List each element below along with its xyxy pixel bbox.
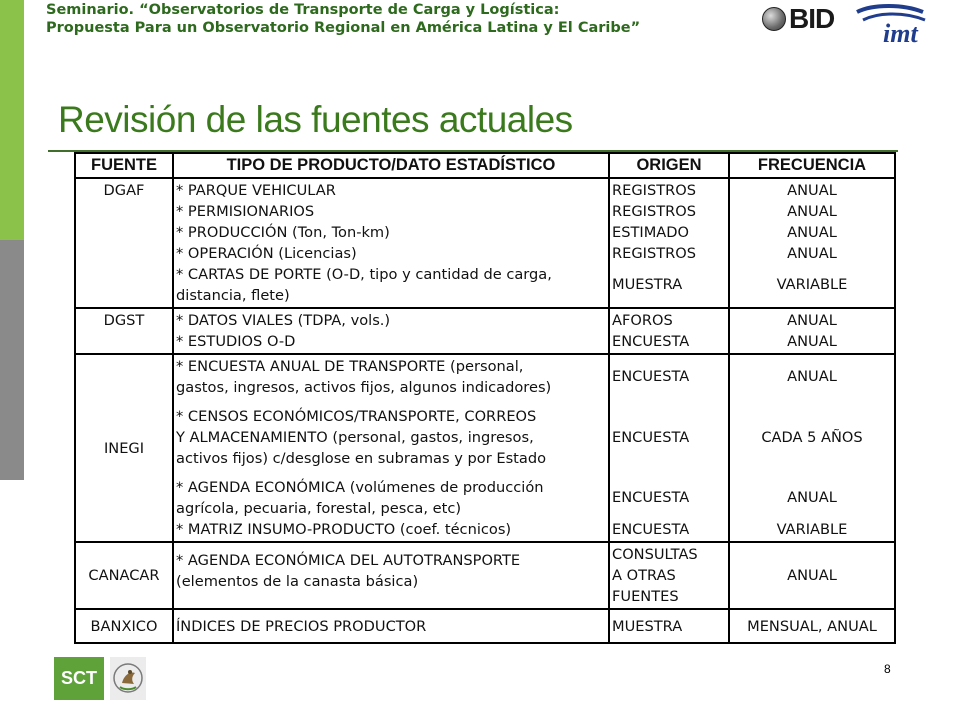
mexico-seal-icon [110,657,146,700]
imt-logo-text: imt [883,19,918,48]
globe-icon [762,7,786,31]
fuente-cell-dgaf: DGAF [75,178,173,308]
frecuencia-cell-dgaf [729,178,895,308]
tipo-cell-dgaf [173,178,609,308]
origen-cell-banxico: MUESTRA [609,609,729,643]
origen-cell-inegi [609,354,729,542]
list-item: activos fijos) c/desglose en subramas y por Estado [176,450,547,467]
list-item: * PRODUCCIÓN (Ton, Ton-km) [176,224,390,241]
bid-logo [762,2,848,36]
seminar-header [46,1,746,37]
fuente-cell-canacar: CANACAR [75,542,173,609]
origen-value: MUESTRA [612,276,683,293]
origen-value: A OTRAS [612,567,676,584]
origen-value: ENCUESTA [612,489,690,506]
frecuencia-value: VARIABLE [776,521,848,538]
table-row-canacar [75,542,895,609]
fuente-cell-inegi: INEGI [75,354,173,542]
frecuencia-cell-inegi [729,354,895,542]
frecuencia-value: ANUAL [787,245,837,262]
list-item: * OPERACIÓN (Licencias) [176,245,357,262]
seminar-header-line1: Seminario. “Observatorios de Transporte de Carga y Logística: [46,2,560,18]
bid-logo-text: BID [789,3,835,34]
frecuencia-value: CADA 5 AÑOS [761,429,863,446]
table-row-dgaf [75,178,895,308]
list-item: agrícola, pecuaria, forestal, pesca, etc) [176,500,462,517]
origen-value: REGISTROS [612,245,697,262]
sidebar-accent-green [0,0,24,240]
column-header-tipo: TIPO DE PRODUCTO/DATO ESTADÍSTICO [173,153,609,178]
frecuencia-value: ANUAL [787,312,837,329]
origen-value: CONSULTAS [612,546,698,563]
origen-value: ENCUESTA [612,521,690,538]
sources-table [74,152,896,644]
page-title: Revisión de las fuentes actuales [58,99,573,140]
origen-value: ESTIMADO [612,224,690,241]
origen-cell-dgaf [609,178,729,308]
list-item: gastos, ingresos, activos fijos, algunos indicadores) [176,379,552,396]
frecuencia-value: ANUAL [787,333,837,350]
origen-cell-dgst [609,308,729,354]
frecuencia-value: ANUAL [787,489,837,506]
list-item: * ENCUESTA ANUAL DE TRANSPORTE (personal, [176,358,524,375]
frecuencia-value: VARIABLE [776,276,848,293]
sidebar-accent-gray [0,240,24,480]
origen-cell-canacar [609,542,729,609]
column-header-origen: ORIGEN [609,153,729,178]
list-item: * AGENDA ECONÓMICA DEL AUTOTRANSPORTE [176,552,521,569]
origen-value: REGISTROS [612,203,697,220]
tipo-cell-dgst [173,308,609,354]
frecuencia-value: ANUAL [787,368,837,385]
frecuencia-value: ANUAL [787,203,837,220]
sct-logo [54,657,146,700]
fuente-cell-dgst: DGST [75,308,173,354]
list-item: * AGENDA ECONÓMICA (volúmenes de producción [176,479,544,496]
sidebar-accent-white [0,480,24,720]
page-number: 8 [884,662,891,676]
frecuencia-cell-banxico: MENSUAL, ANUAL [729,609,895,643]
list-item: distancia, flete) [176,287,290,304]
list-item: * CARTAS DE PORTE (O-D, tipo y cantidad de carga, [176,266,552,283]
column-header-fuente: FUENTE [75,153,173,178]
tipo-cell-inegi [173,354,609,542]
list-item: Y ALMACENAMIENTO (personal, gastos, ingresos, [176,429,534,446]
list-item: * PARQUE VEHICULAR [176,182,336,199]
list-item: * CENSOS ECONÓMICOS/TRANSPORTE, CORREOS [176,408,537,425]
sct-logo-text: SCT [54,657,104,700]
column-header-frecuencia: FRECUENCIA [729,153,895,178]
imt-logo [853,2,949,48]
table-row-banxico [75,609,895,643]
frecuencia-cell-canacar: ANUAL [729,542,895,609]
list-item: (elementos de la canasta básica) [176,573,419,590]
table-row-inegi [75,354,895,542]
list-item: * PERMISIONARIOS [176,203,315,220]
fuente-cell-banxico: BANXICO [75,609,173,643]
tipo-cell-canacar [173,542,609,609]
seminar-header-line2: Propuesta Para un Observatorio Regional en América Latina y El Caribe” [46,20,641,36]
list-item: * DATOS VIALES (TDPA, vols.) [176,312,391,329]
frecuencia-value: ANUAL [787,182,837,199]
origen-value: ENCUESTA [612,429,690,446]
origen-value: REGISTROS [612,182,697,199]
origen-value: AFOROS [612,312,673,329]
table-row-dgst [75,308,895,354]
origen-value: ENCUESTA [612,368,690,385]
frecuencia-value: ANUAL [787,224,837,241]
frecuencia-cell-dgst [729,308,895,354]
table-header-row [75,153,895,178]
list-item: * MATRIZ INSUMO-PRODUCTO (coef. técnicos) [176,521,512,538]
tipo-cell-banxico: ÍNDICES DE PRECIOS PRODUCTOR [173,609,609,643]
origen-value: ENCUESTA [612,333,690,350]
origen-value: FUENTES [612,588,679,605]
list-item: * ESTUDIOS O-D [176,333,296,350]
